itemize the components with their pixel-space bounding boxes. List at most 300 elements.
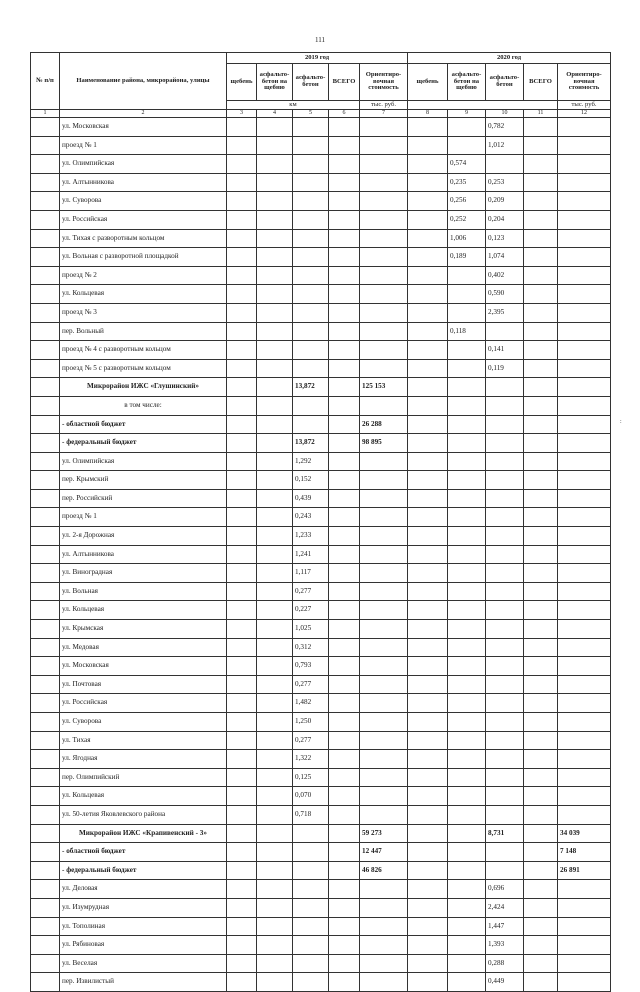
value-cell: [448, 545, 486, 564]
value-cell: [227, 155, 257, 174]
value-cell: [524, 564, 558, 583]
row-number-cell: [31, 861, 60, 880]
value-cell: [257, 750, 293, 769]
table-row: [31, 396, 611, 415]
value-cell: [293, 359, 329, 378]
value-cell: 1,393: [486, 936, 524, 955]
row-number-cell: [31, 155, 60, 174]
value-cell: [486, 843, 524, 862]
value-cell: [448, 694, 486, 713]
value-cell: [257, 713, 293, 732]
value-cell: [524, 675, 558, 694]
value-cell: [524, 601, 558, 620]
street-name: ул. Олимпийская: [60, 452, 227, 471]
value-cell: [329, 564, 360, 583]
value-cell: [558, 229, 611, 248]
value-cell: [408, 564, 448, 583]
table-row: [31, 731, 611, 750]
row-number-cell: [31, 415, 60, 434]
value-cell: [558, 248, 611, 267]
value-cell: [448, 880, 486, 899]
road-works-table: [30, 52, 611, 992]
table-row: [31, 303, 611, 322]
value-cell: [408, 173, 448, 192]
value-cell: [360, 210, 408, 229]
value-cell: [448, 620, 486, 639]
value-cell: 0,243: [293, 508, 329, 527]
value-cell: [227, 303, 257, 322]
value-cell: [360, 768, 408, 787]
value-cell: [558, 898, 611, 917]
value-cell: [293, 973, 329, 992]
value-cell: [408, 750, 448, 769]
row-number-cell: [31, 285, 60, 304]
value-cell: [486, 694, 524, 713]
value-cell: 26 288: [360, 415, 408, 434]
table-row: [31, 750, 611, 769]
row-number-cell: [31, 564, 60, 583]
street-name: - областной бюджет: [60, 415, 227, 434]
value-cell: [329, 266, 360, 285]
value-cell: [558, 210, 611, 229]
value-cell: [360, 638, 408, 657]
value-cell: [448, 750, 486, 769]
value-cell: 0,277: [293, 582, 329, 601]
street-name: - областной бюджет: [60, 843, 227, 862]
value-cell: [227, 266, 257, 285]
value-cell: [448, 861, 486, 880]
value-cell: [558, 266, 611, 285]
value-cell: [257, 489, 293, 508]
header-asphalt-on-gravel: асфальто-бетон на щебню: [257, 64, 293, 101]
value-cell: [408, 378, 448, 397]
value-cell: [558, 322, 611, 341]
value-cell: [227, 787, 257, 806]
value-cell: [524, 210, 558, 229]
table-row: [31, 694, 611, 713]
value-cell: [329, 303, 360, 322]
table-row: [31, 805, 611, 824]
value-cell: [293, 322, 329, 341]
value-cell: [408, 415, 448, 434]
value-cell: [486, 731, 524, 750]
value-cell: [448, 303, 486, 322]
value-cell: [227, 638, 257, 657]
table-row: [31, 824, 611, 843]
value-cell: [293, 861, 329, 880]
value-cell: [257, 173, 293, 192]
value-cell: [408, 843, 448, 862]
value-cell: [227, 192, 257, 211]
value-cell: [257, 285, 293, 304]
street-name: в том числе:: [60, 396, 227, 415]
row-number-cell: [31, 434, 60, 453]
value-cell: [257, 415, 293, 434]
value-cell: [524, 155, 558, 174]
value-cell: [227, 545, 257, 564]
value-cell: 0,141: [486, 341, 524, 360]
table-row: [31, 341, 611, 360]
value-cell: [524, 917, 558, 936]
row-number-cell: [31, 341, 60, 360]
value-cell: [257, 620, 293, 639]
value-cell: [448, 118, 486, 137]
row-number-cell: [31, 452, 60, 471]
value-cell: [257, 229, 293, 248]
value-cell: [524, 805, 558, 824]
value-cell: [558, 917, 611, 936]
value-cell: [227, 118, 257, 137]
street-name: - федеральный бюджет: [60, 861, 227, 880]
value-cell: 0,574: [448, 155, 486, 174]
value-cell: [360, 266, 408, 285]
value-cell: [293, 880, 329, 899]
value-cell: [558, 489, 611, 508]
column-number: 6: [329, 110, 360, 118]
row-number-cell: [31, 731, 60, 750]
value-cell: [293, 341, 329, 360]
value-cell: 0,125: [293, 768, 329, 787]
value-cell: [257, 210, 293, 229]
value-cell: [486, 452, 524, 471]
value-cell: [293, 229, 329, 248]
value-cell: [448, 359, 486, 378]
unit-rub: тыс. руб.: [360, 101, 408, 110]
value-cell: [486, 527, 524, 546]
value-cell: [360, 880, 408, 899]
street-name: ул. Ягодная: [60, 750, 227, 769]
value-cell: 0,449: [486, 973, 524, 992]
table-row: [31, 434, 611, 453]
value-cell: [257, 936, 293, 955]
street-name: пер. Извилистый: [60, 973, 227, 992]
table-row: [31, 136, 611, 155]
value-cell: [360, 527, 408, 546]
header-asphalt: асфальто-бетон: [486, 64, 524, 101]
value-cell: [329, 731, 360, 750]
value-cell: [329, 768, 360, 787]
value-cell: [257, 266, 293, 285]
value-cell: [293, 155, 329, 174]
value-cell: [257, 675, 293, 694]
value-cell: 1,012: [486, 136, 524, 155]
value-cell: [448, 657, 486, 676]
column-numbers-row: [31, 110, 611, 118]
value-cell: 0,118: [448, 322, 486, 341]
value-cell: 13,872: [293, 378, 329, 397]
value-cell: [558, 750, 611, 769]
value-cell: [524, 843, 558, 862]
street-name: ул. 2-я Дорожная: [60, 527, 227, 546]
street-name: ул. 50-летия Яковлевского района: [60, 805, 227, 824]
value-cell: [408, 731, 448, 750]
value-cell: [329, 787, 360, 806]
value-cell: [293, 118, 329, 137]
street-name: ул. Московская: [60, 657, 227, 676]
street-name: ул. Тихая: [60, 731, 227, 750]
value-cell: [329, 713, 360, 732]
row-number-cell: [31, 898, 60, 917]
street-name: проезд № 3: [60, 303, 227, 322]
row-number-cell: [31, 805, 60, 824]
value-cell: [257, 861, 293, 880]
value-cell: 0,718: [293, 805, 329, 824]
value-cell: [486, 322, 524, 341]
value-cell: [360, 805, 408, 824]
value-cell: [486, 564, 524, 583]
value-cell: [360, 173, 408, 192]
unit-km: км: [227, 101, 360, 110]
value-cell: [227, 471, 257, 490]
value-cell: 12 447: [360, 843, 408, 862]
value-cell: 1,447: [486, 917, 524, 936]
row-number-cell: [31, 192, 60, 211]
value-cell: [408, 620, 448, 639]
value-cell: [293, 396, 329, 415]
value-cell: [524, 545, 558, 564]
value-cell: [448, 415, 486, 434]
value-cell: [257, 452, 293, 471]
value-cell: 1,292: [293, 452, 329, 471]
value-cell: [227, 285, 257, 304]
row-number-cell: [31, 378, 60, 397]
value-cell: [524, 452, 558, 471]
value-cell: [524, 118, 558, 137]
row-number-cell: [31, 768, 60, 787]
value-cell: 0,782: [486, 118, 524, 137]
value-cell: [408, 136, 448, 155]
row-number-cell: [31, 303, 60, 322]
value-cell: [227, 675, 257, 694]
value-cell: [558, 582, 611, 601]
table-row: [31, 954, 611, 973]
value-cell: [524, 378, 558, 397]
column-number: 8: [408, 110, 448, 118]
value-cell: [360, 917, 408, 936]
value-cell: [448, 396, 486, 415]
value-cell: [360, 694, 408, 713]
value-cell: 0,277: [293, 731, 329, 750]
value-cell: [486, 582, 524, 601]
value-cell: [329, 880, 360, 899]
value-cell: [524, 824, 558, 843]
value-cell: [360, 601, 408, 620]
table-body: [31, 118, 611, 992]
value-cell: [558, 452, 611, 471]
value-cell: [227, 824, 257, 843]
value-cell: [524, 954, 558, 973]
value-cell: [524, 582, 558, 601]
value-cell: [360, 303, 408, 322]
value-cell: [524, 359, 558, 378]
value-cell: [486, 768, 524, 787]
value-cell: [257, 601, 293, 620]
value-cell: [448, 471, 486, 490]
value-cell: [408, 341, 448, 360]
value-cell: 2,424: [486, 898, 524, 917]
value-cell: 0,253: [486, 173, 524, 192]
value-cell: [408, 266, 448, 285]
value-cell: [558, 378, 611, 397]
value-cell: [448, 954, 486, 973]
value-cell: [360, 750, 408, 769]
street-name: ул. Изумрудная: [60, 898, 227, 917]
value-cell: [408, 489, 448, 508]
value-cell: [227, 248, 257, 267]
value-cell: [408, 303, 448, 322]
value-cell: [329, 805, 360, 824]
value-cell: [329, 582, 360, 601]
value-cell: 59 273: [360, 824, 408, 843]
value-cell: 0,204: [486, 210, 524, 229]
value-cell: [329, 824, 360, 843]
value-cell: [448, 489, 486, 508]
value-cell: [329, 954, 360, 973]
street-name: пер. Российский: [60, 489, 227, 508]
value-cell: [257, 954, 293, 973]
value-cell: 46 826: [360, 861, 408, 880]
value-cell: [558, 118, 611, 137]
value-cell: [329, 136, 360, 155]
value-cell: [408, 527, 448, 546]
street-name: ул. Олимпийская: [60, 155, 227, 174]
table-row: [31, 452, 611, 471]
table-row: [31, 768, 611, 787]
value-cell: [329, 452, 360, 471]
header-gravel: щебень: [227, 64, 257, 101]
value-cell: [448, 527, 486, 546]
column-number: 2: [60, 110, 227, 118]
unit-km-2020: [408, 101, 558, 110]
table-row: [31, 620, 611, 639]
value-cell: [227, 880, 257, 899]
value-cell: [257, 545, 293, 564]
value-cell: [329, 210, 360, 229]
value-cell: [524, 936, 558, 955]
value-cell: [227, 713, 257, 732]
value-cell: [227, 954, 257, 973]
value-cell: [524, 285, 558, 304]
value-cell: 0,793: [293, 657, 329, 676]
value-cell: 0,119: [486, 359, 524, 378]
table-row: [31, 601, 611, 620]
value-cell: [448, 136, 486, 155]
street-name: ул. Почтовая: [60, 675, 227, 694]
value-cell: [227, 136, 257, 155]
value-cell: [257, 582, 293, 601]
row-number-cell: [31, 638, 60, 657]
value-cell: [408, 155, 448, 174]
value-cell: [558, 638, 611, 657]
table-row: [31, 675, 611, 694]
table-row: [31, 861, 611, 880]
value-cell: [558, 620, 611, 639]
table-row: [31, 192, 611, 211]
value-cell: [524, 248, 558, 267]
value-cell: [257, 973, 293, 992]
value-cell: [329, 694, 360, 713]
value-cell: [227, 415, 257, 434]
value-cell: [293, 192, 329, 211]
value-cell: [524, 861, 558, 880]
value-cell: [329, 434, 360, 453]
table-row: [31, 173, 611, 192]
value-cell: [360, 192, 408, 211]
street-name: пер. Олимпийский: [60, 768, 227, 787]
value-cell: [329, 378, 360, 397]
value-cell: [329, 936, 360, 955]
value-cell: [293, 210, 329, 229]
value-cell: [329, 973, 360, 992]
row-number-cell: [31, 136, 60, 155]
street-name: ул. Вольная с разворотной площадкой: [60, 248, 227, 267]
value-cell: 1,117: [293, 564, 329, 583]
value-cell: [448, 378, 486, 397]
value-cell: [408, 787, 448, 806]
row-number-cell: [31, 266, 60, 285]
value-cell: [360, 675, 408, 694]
value-cell: [408, 657, 448, 676]
value-cell: [524, 471, 558, 490]
value-cell: 98 895: [360, 434, 408, 453]
value-cell: [293, 824, 329, 843]
table-row: [31, 415, 611, 434]
value-cell: [408, 936, 448, 955]
value-cell: [558, 136, 611, 155]
value-cell: 0,209: [486, 192, 524, 211]
value-cell: [257, 657, 293, 676]
column-number: 3: [227, 110, 257, 118]
value-cell: 34 039: [558, 824, 611, 843]
value-cell: [293, 936, 329, 955]
value-cell: [524, 713, 558, 732]
street-name: пер. Вольный: [60, 322, 227, 341]
value-cell: [558, 713, 611, 732]
value-cell: [486, 657, 524, 676]
value-cell: [227, 452, 257, 471]
value-cell: [329, 508, 360, 527]
value-cell: [486, 471, 524, 490]
value-cell: [486, 750, 524, 769]
value-cell: [329, 620, 360, 639]
value-cell: [448, 266, 486, 285]
value-cell: 0,235: [448, 173, 486, 192]
value-cell: [257, 471, 293, 490]
value-cell: [360, 545, 408, 564]
value-cell: [329, 248, 360, 267]
value-cell: 1,322: [293, 750, 329, 769]
table-row: [31, 266, 611, 285]
value-cell: [329, 898, 360, 917]
value-cell: 1,250: [293, 713, 329, 732]
row-number-cell: [31, 954, 60, 973]
row-number-cell: [31, 210, 60, 229]
value-cell: [293, 843, 329, 862]
table-row: [31, 229, 611, 248]
value-cell: [558, 471, 611, 490]
value-cell: [558, 973, 611, 992]
value-cell: [227, 768, 257, 787]
value-cell: [408, 452, 448, 471]
value-cell: [257, 378, 293, 397]
value-cell: [329, 359, 360, 378]
value-cell: [227, 620, 257, 639]
table-row: [31, 508, 611, 527]
value-cell: [558, 954, 611, 973]
value-cell: [227, 434, 257, 453]
value-cell: [293, 917, 329, 936]
row-number-cell: [31, 118, 60, 137]
